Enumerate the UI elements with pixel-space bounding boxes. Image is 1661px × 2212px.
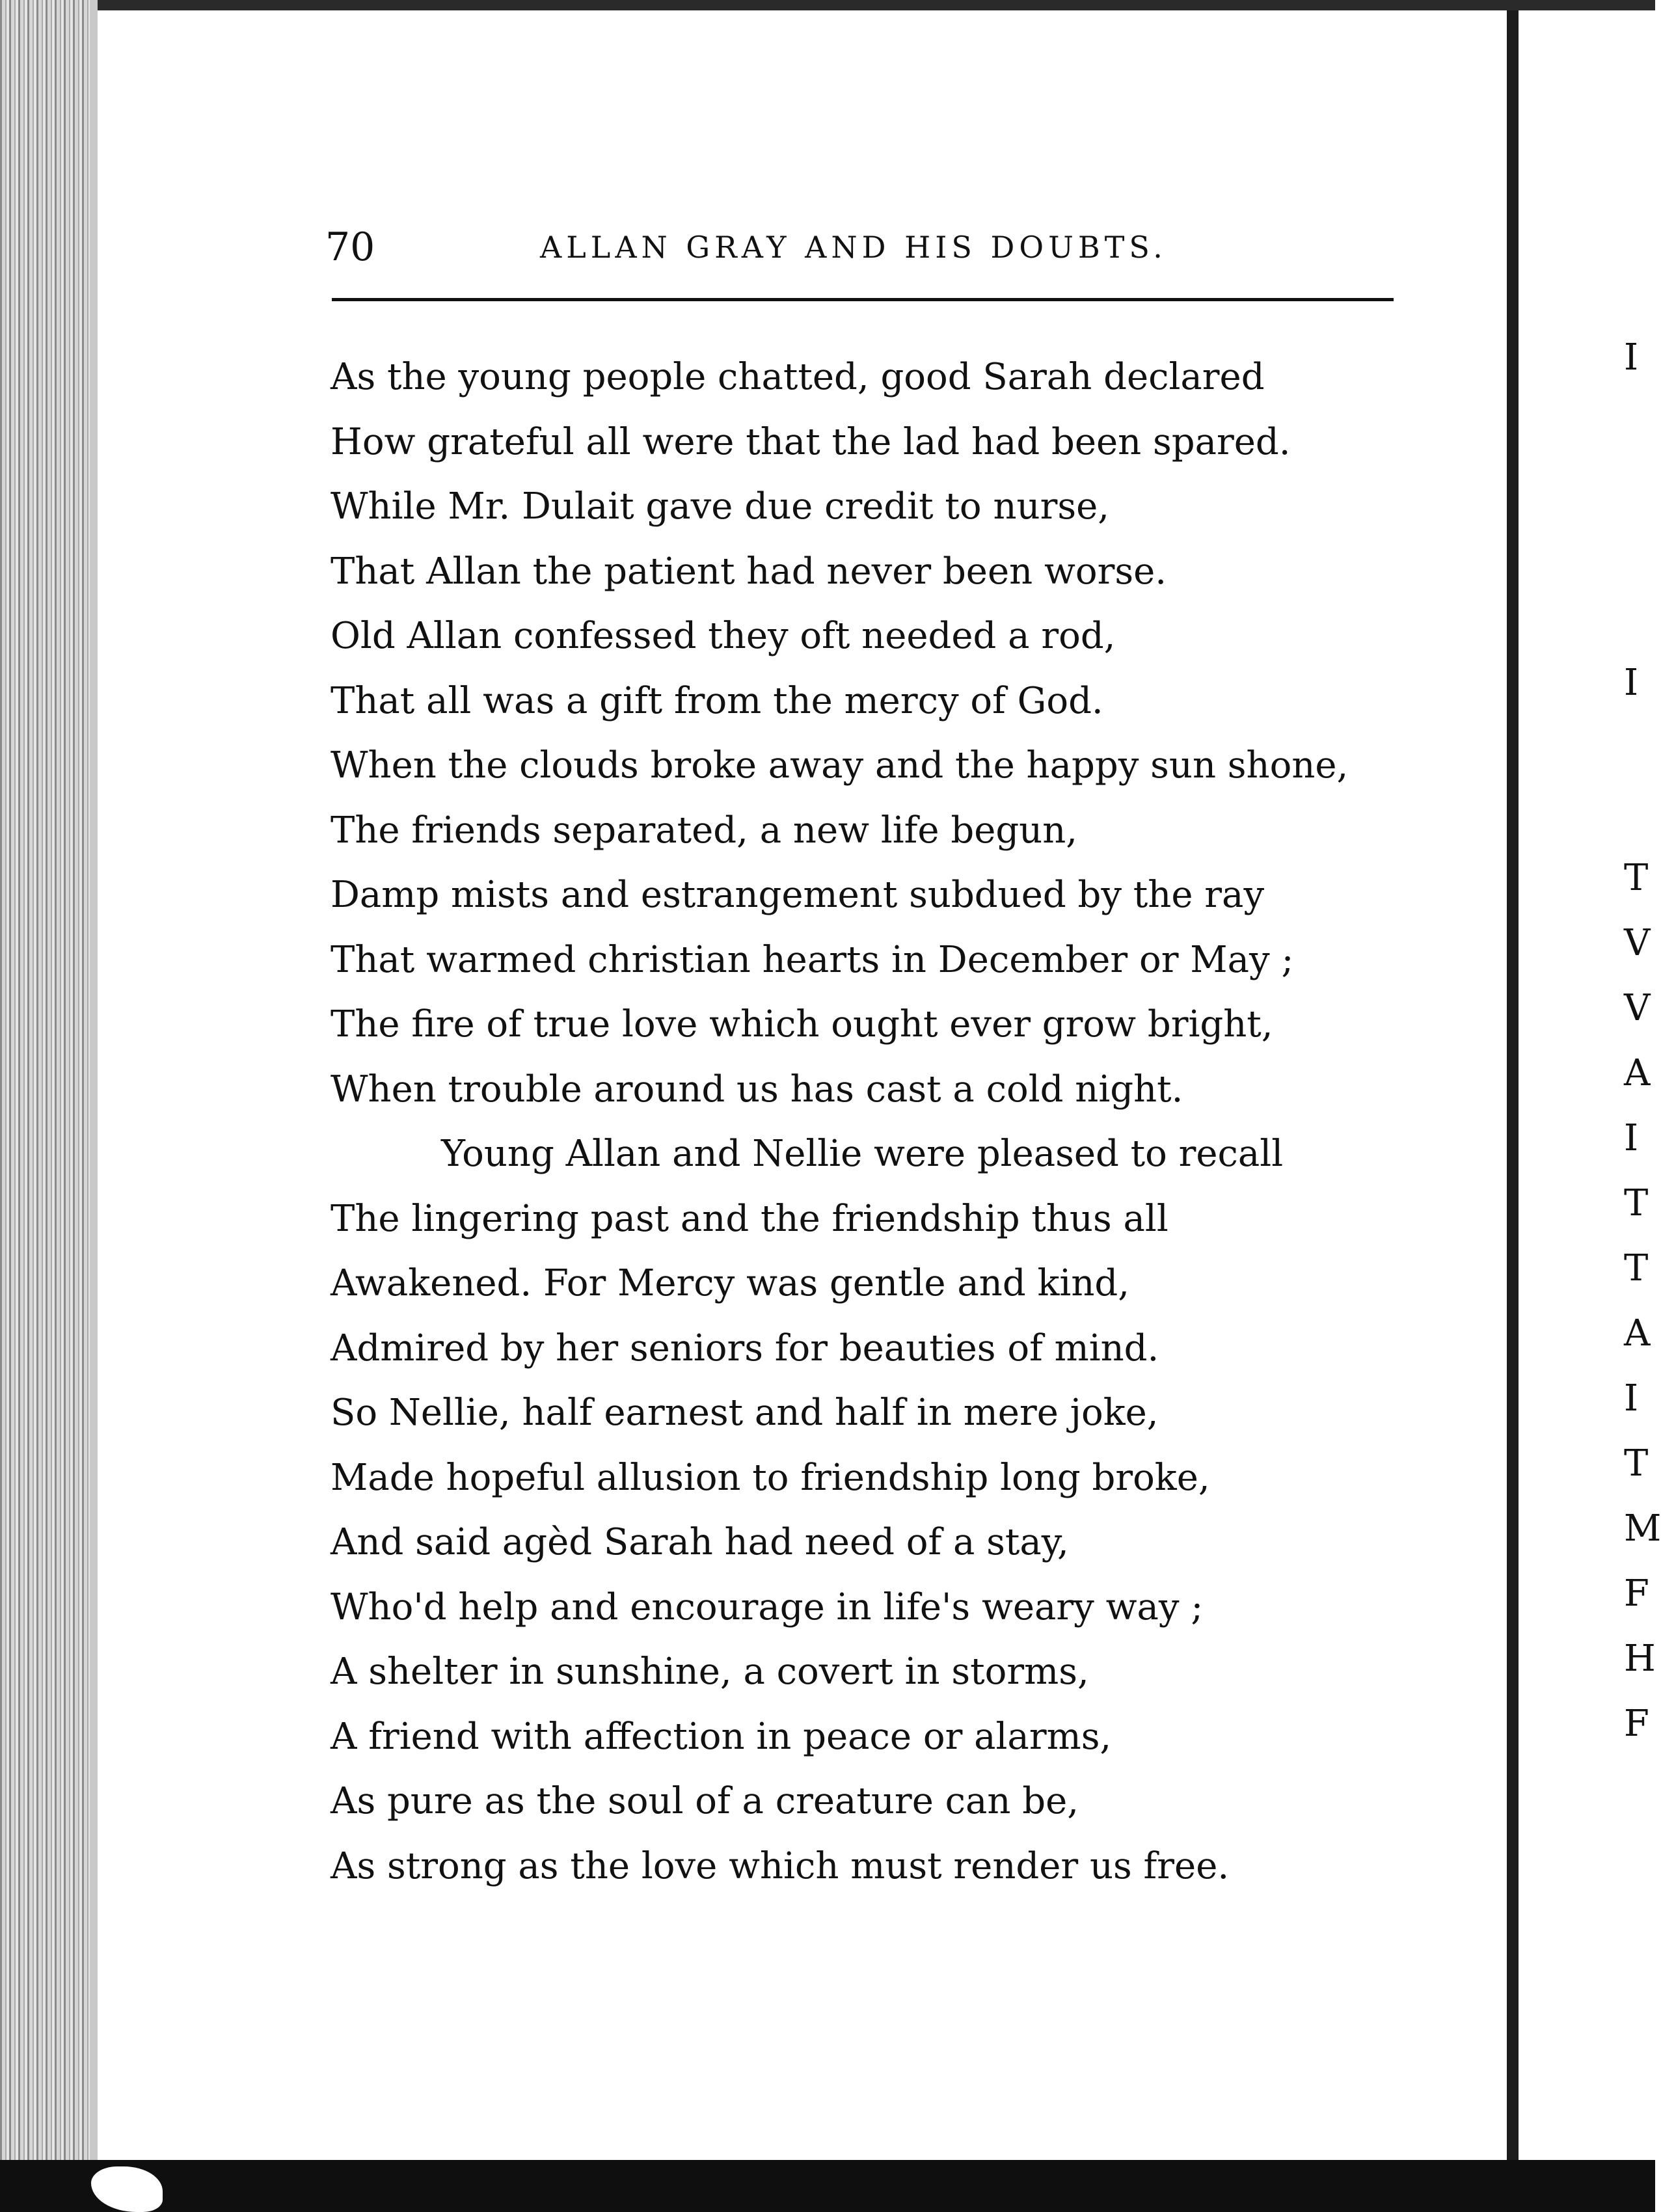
poem-line: When trouble around us has cast a cold night. (331, 1068, 1183, 1111)
poem-line: When the clouds broke away and the happy sun shone, (331, 744, 1349, 787)
facing-letter: T (1624, 1247, 1649, 1289)
poem-line: Damp mists and estrangement subdued by the ray (331, 874, 1265, 916)
scan-bottom-border (0, 2160, 1655, 2212)
poem-line: As the young people chatted, good Sarah declared (331, 356, 1265, 398)
poem-line: That Allan the patient had never been worse. (331, 550, 1167, 593)
poem-line: So Nellie, half earnest and half in mere joke, (331, 1392, 1159, 1434)
poem-line: The friends separated, a new life begun, (331, 809, 1078, 852)
facing-letter: H (1624, 1638, 1656, 1680)
facing-letter: A (1624, 1052, 1651, 1094)
poem-line: Old Allan confessed they oft needed a rod, (331, 615, 1116, 657)
facing-letter: I (1624, 1377, 1639, 1420)
facing-page-gutter (1507, 10, 1519, 2166)
poem-line: How grateful all were that the lad had been spared. (331, 420, 1291, 463)
page-number: 70 (325, 224, 375, 270)
scan-top-border (0, 0, 1655, 10)
poem-line: As strong as the love which must render us free. (331, 1844, 1230, 1887)
poem-line: A friend with affection in peace or alarms, (331, 1715, 1112, 1758)
facing-letter: T (1624, 857, 1649, 899)
facing-letter: F (1624, 1703, 1649, 1745)
header-rule (332, 298, 1394, 301)
poem-line: Young Allan and Nellie were pleased to recall (441, 1133, 1284, 1175)
poem-line: Made hopeful allusion to friendship long broke, (331, 1456, 1210, 1499)
facing-page-text-edge (1624, 0, 1661, 2160)
facing-letter: I (1624, 662, 1639, 704)
running-title: ALLAN GRAY AND HIS DOUBTS. (540, 230, 1167, 265)
poem-line: And said agèd Sarah had need of a stay, (331, 1521, 1069, 1563)
facing-letter: A (1624, 1312, 1651, 1355)
poem-line: Admired by her seniors for beauties of mind. (331, 1327, 1159, 1369)
poem-line: While Mr. Dulait gave due credit to nurse, (331, 485, 1110, 528)
poem-line: That warmed christian hearts in December or May ; (331, 938, 1294, 981)
poem-line: A shelter in sunshine, a covert in storms, (331, 1651, 1089, 1693)
poem-line: As pure as the soul of a creature can be, (331, 1780, 1079, 1822)
poem-line: Who'd help and encourage in life's weary way ; (331, 1585, 1204, 1628)
facing-letter: T (1624, 1442, 1649, 1485)
poem-line: Awakened. For Mercy was gentle and kind, (331, 1262, 1130, 1304)
running-head (325, 221, 1184, 273)
facing-letter: I (1624, 1117, 1639, 1159)
facing-letter: I (1624, 336, 1639, 379)
facing-letter: T (1624, 1182, 1649, 1224)
poem-line: The fire of true love which ought ever grow bright, (331, 1003, 1273, 1045)
facing-letter: V (1624, 987, 1651, 1029)
facing-letter: V (1624, 922, 1651, 964)
facing-letter: F (1624, 1572, 1649, 1615)
poem-text (331, 345, 1437, 1898)
poem-line: The lingering past and the friendship thus all (331, 1197, 1168, 1240)
facing-letter: M (1624, 1507, 1661, 1550)
poem-line: That all was a gift from the mercy of God. (331, 679, 1103, 722)
page-edge-stack (0, 0, 98, 2166)
